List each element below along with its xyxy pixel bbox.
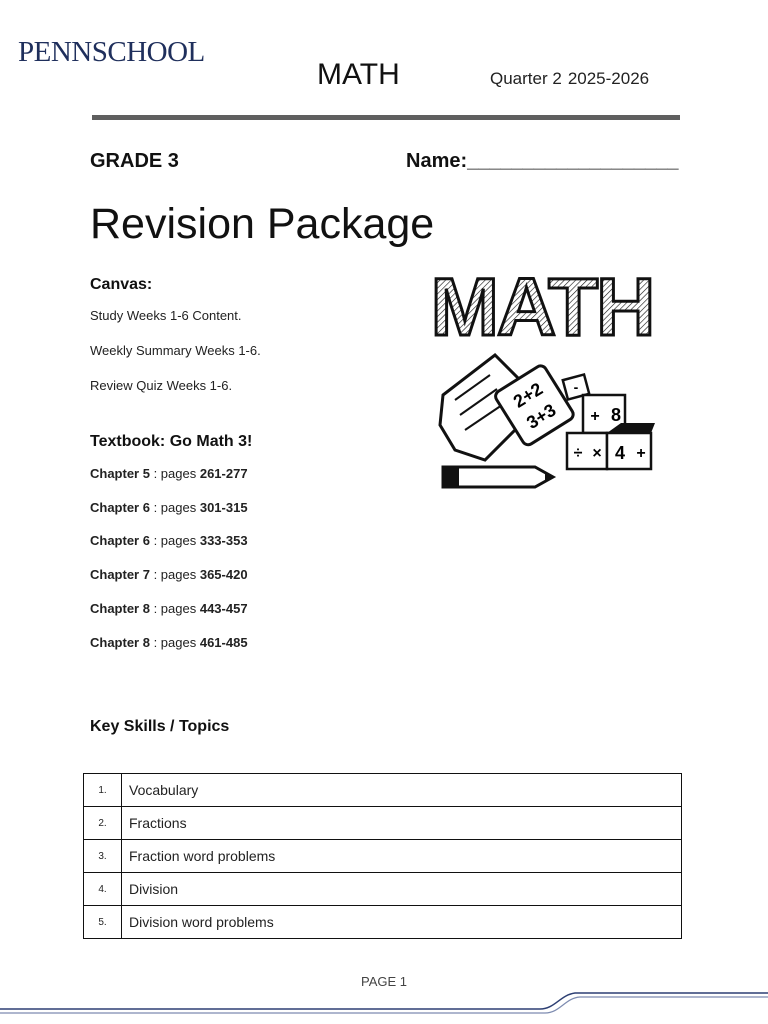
school-logo: PENNSCHOOL xyxy=(18,36,205,68)
chapter-sep: : pages xyxy=(149,533,200,548)
dice-icon xyxy=(563,374,655,469)
row-number: 3. xyxy=(84,840,122,873)
cube-symbol: + xyxy=(636,445,646,462)
table-row xyxy=(84,840,682,873)
canvas-item: Review Quiz Weeks 1-6. xyxy=(90,378,233,393)
page-number: PAGE 1 xyxy=(360,974,407,989)
cube-symbol: 4 xyxy=(614,443,626,463)
row-number: 5. xyxy=(84,906,122,939)
math-word-art: MATH xyxy=(430,262,654,353)
chapter-name: Chapter 7 xyxy=(90,567,150,582)
quarter-label xyxy=(490,69,649,89)
row-number: 2. xyxy=(84,807,122,840)
quarter-text: Quarter 2 xyxy=(490,69,562,88)
document-title: Revision Package xyxy=(90,200,435,248)
canvas-heading: Canvas: xyxy=(90,276,153,293)
skills-table xyxy=(83,773,682,939)
cube-symbol: 8 xyxy=(610,405,622,425)
chapter-sep: : pages xyxy=(149,466,200,481)
cube-symbol: × xyxy=(592,445,602,462)
row-topic: Division word problems xyxy=(122,906,682,939)
school-year: 2025-2026 xyxy=(567,69,650,88)
chapter-item xyxy=(90,567,248,582)
grade-label: GRADE 3 xyxy=(90,150,179,172)
row-number: 1. xyxy=(84,774,122,807)
chapter-pages: 261-277 xyxy=(199,466,248,481)
chapter-pages: 301-315 xyxy=(199,500,248,515)
row-number: 4. xyxy=(84,873,122,906)
chapter-item xyxy=(90,533,248,548)
cube-symbol: - xyxy=(573,379,579,395)
chapter-name: Chapter 6 xyxy=(90,533,150,548)
row-topic: Fraction word problems xyxy=(122,840,682,873)
table-row xyxy=(84,906,682,939)
math-illustration xyxy=(425,255,660,495)
name-field: Name:___________________ xyxy=(406,150,679,172)
row-topic: Fractions xyxy=(122,807,682,840)
chapter-name: Chapter 8 xyxy=(90,635,150,650)
canvas-item: Study Weeks 1-6 Content. xyxy=(90,308,242,323)
chapter-pages: 333-353 xyxy=(199,533,248,548)
chapter-name: Chapter 5 xyxy=(90,466,150,481)
textbook-heading: Textbook: Go Math 3! xyxy=(90,433,253,450)
chapter-name: Chapter 6 xyxy=(90,500,150,515)
skills-heading: Key Skills / Topics xyxy=(90,718,230,735)
subject-title: MATH xyxy=(317,58,400,91)
chapter-name: Chapter 8 xyxy=(90,601,150,616)
table-row xyxy=(84,873,682,906)
canvas-item: Weekly Summary Weeks 1-6. xyxy=(90,343,261,358)
chapter-pages: 443-457 xyxy=(199,601,248,616)
chapter-item xyxy=(90,466,248,481)
chapter-sep: : pages xyxy=(149,635,200,650)
chapter-pages: 461-485 xyxy=(199,635,248,650)
table-row xyxy=(84,774,682,807)
footer-decoration xyxy=(0,985,768,1015)
table-row xyxy=(84,807,682,840)
chapter-item xyxy=(90,635,248,650)
card-line-2: 3+3 xyxy=(523,399,560,433)
cube-symbol: ÷ xyxy=(573,445,583,462)
chapter-pages: 365-420 xyxy=(199,567,248,582)
chapter-item xyxy=(90,601,248,616)
row-topic: Vocabulary xyxy=(122,774,682,807)
chapter-sep: : pages xyxy=(149,500,200,515)
chapter-sep: : pages xyxy=(149,601,200,616)
row-topic: Division xyxy=(122,873,682,906)
pencil-icon xyxy=(443,467,553,487)
chapter-sep: : pages xyxy=(149,567,200,582)
header-divider xyxy=(92,115,680,120)
chapter-item xyxy=(90,500,248,515)
card-line-1: 2+2 xyxy=(509,378,547,412)
cube-symbol: + xyxy=(590,408,600,425)
